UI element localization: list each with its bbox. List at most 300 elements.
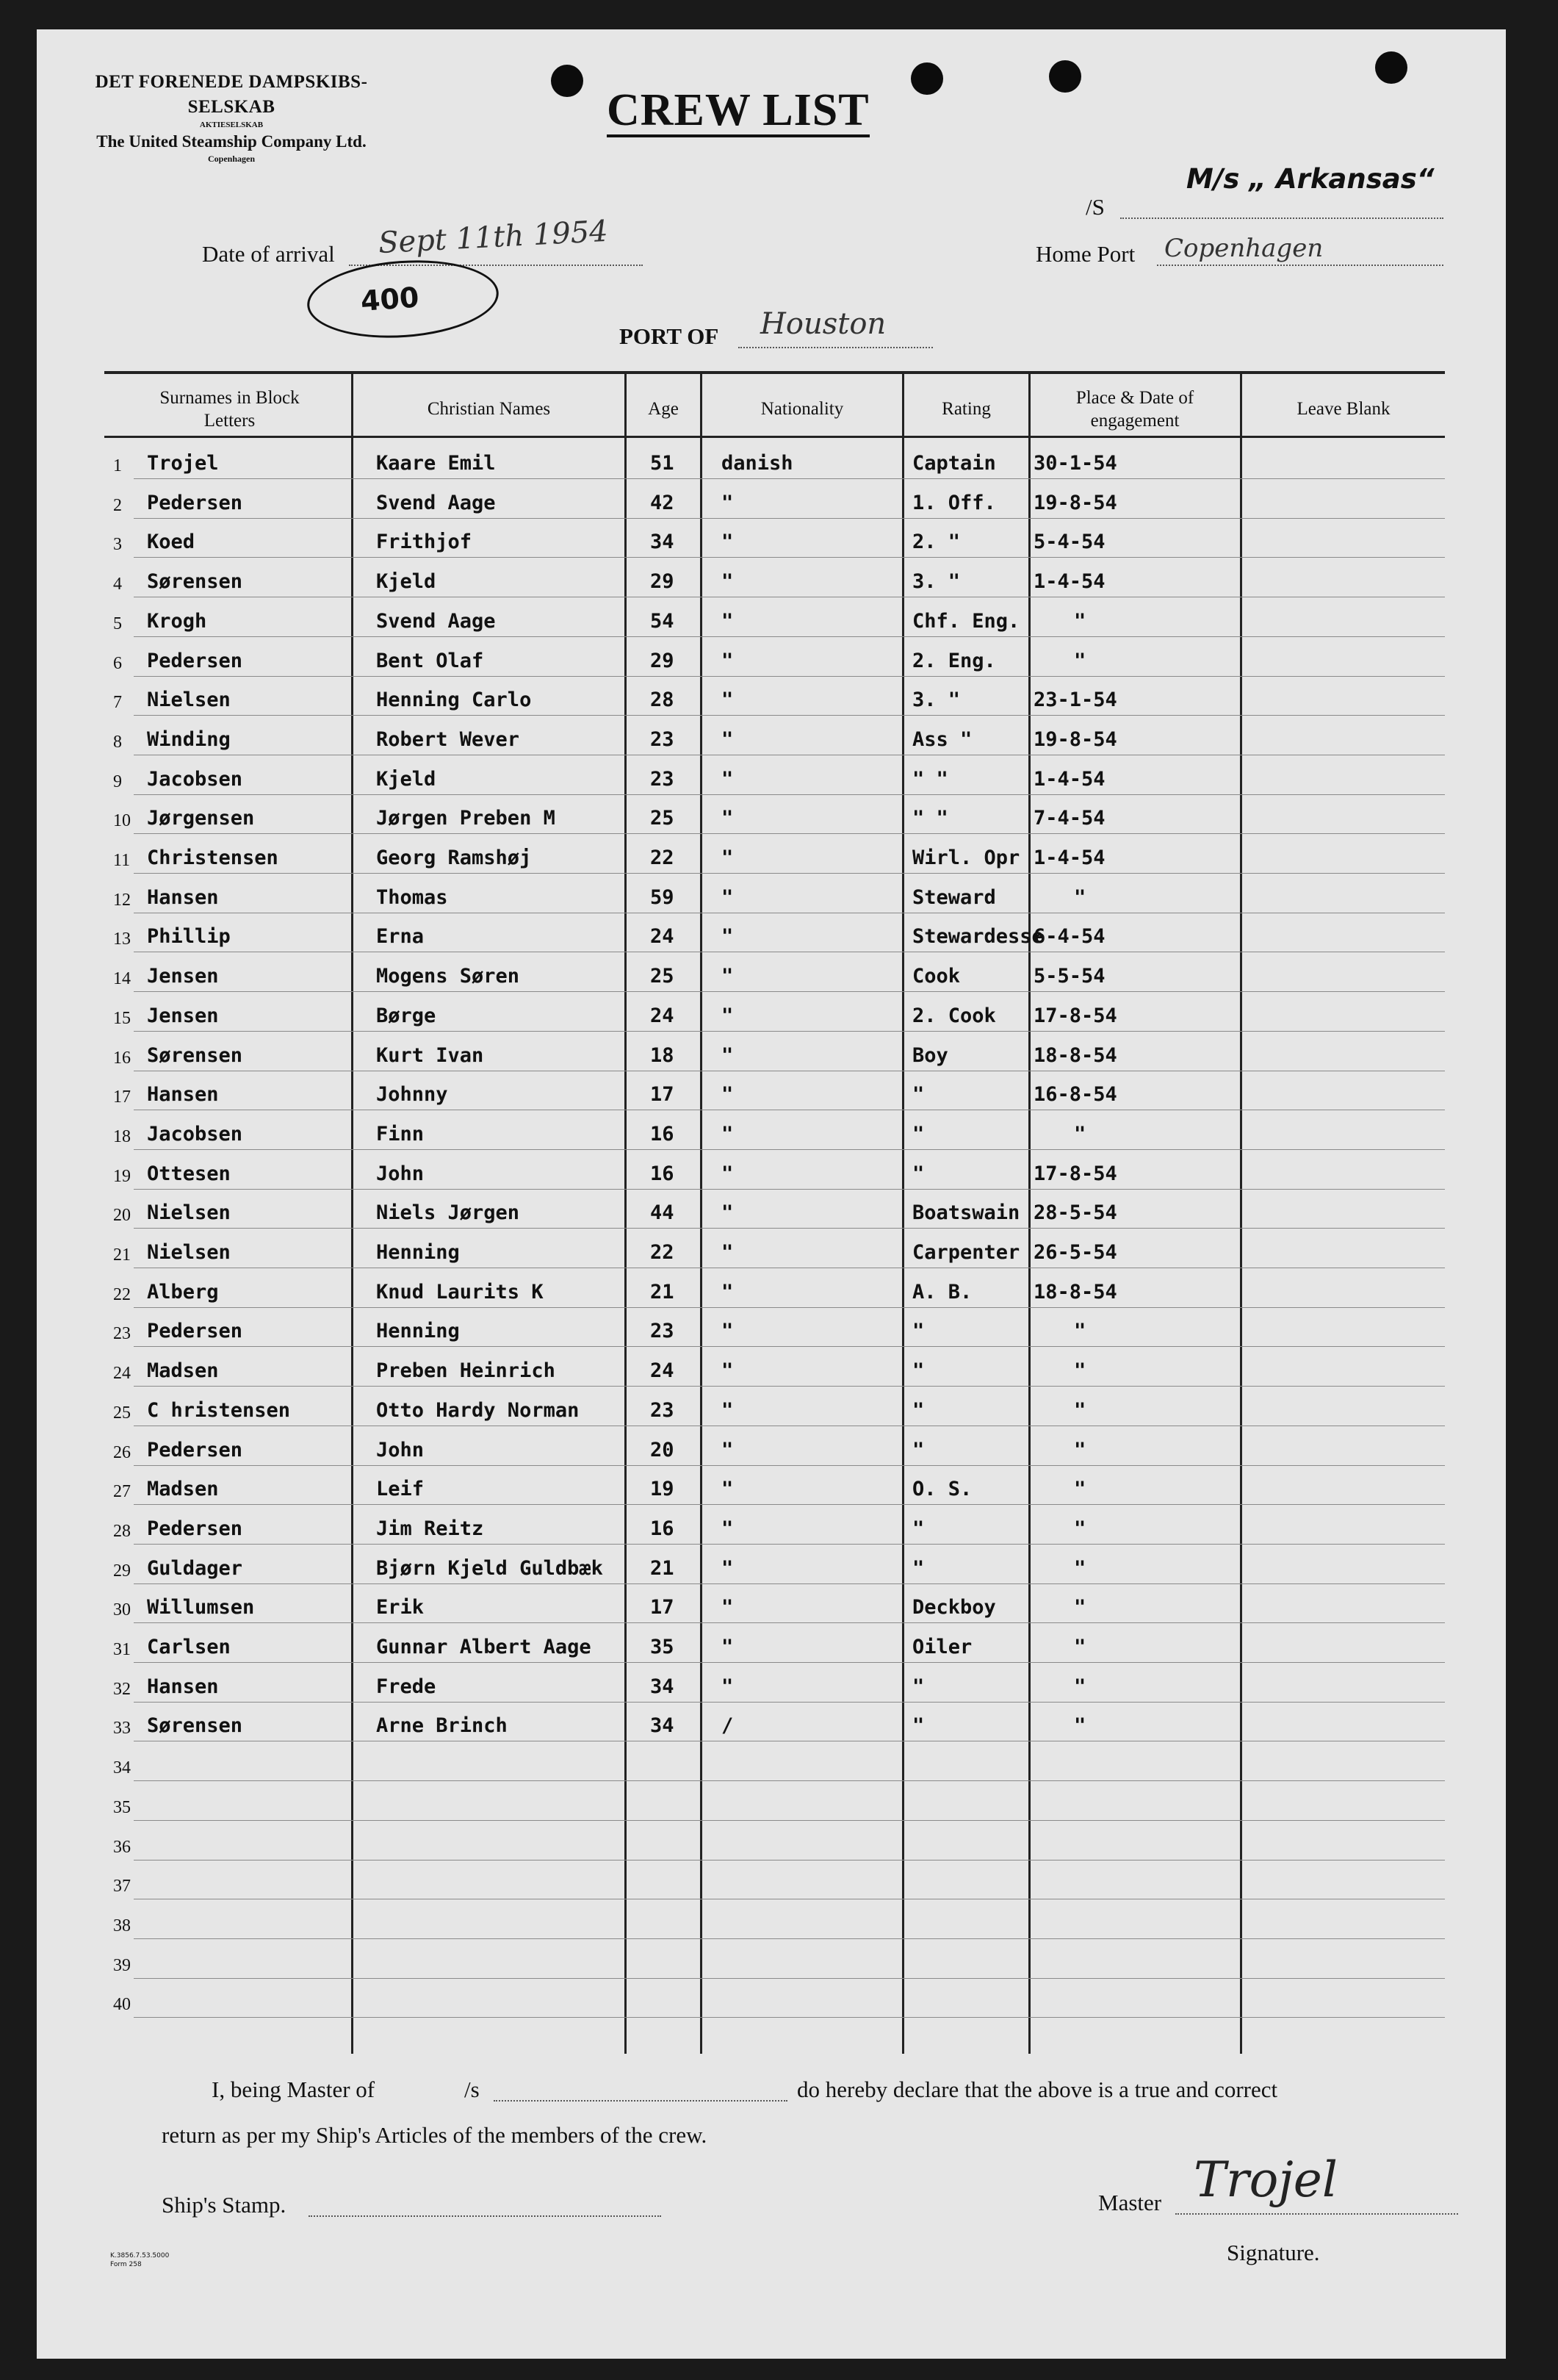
surname-cell: Nielsen <box>147 1241 231 1264</box>
age-cell: 23 <box>650 767 674 791</box>
table-row <box>104 834 1445 874</box>
engagement-cell: " <box>1074 1122 1086 1146</box>
table-row <box>104 1307 1445 1347</box>
table-row <box>104 1465 1445 1505</box>
rating-cell: " <box>912 1517 925 1540</box>
table-row <box>104 1623 1445 1663</box>
nationality-cell: " <box>721 649 734 672</box>
rating-cell: Cook <box>912 965 961 988</box>
table-row <box>104 913 1445 952</box>
engagement-cell: " <box>1074 1675 1086 1698</box>
surname-cell: Jacobsen <box>147 1122 243 1146</box>
nationality-cell: " <box>721 965 734 988</box>
declaration-part1: I, being Master of <box>212 2077 375 2102</box>
nationality-cell: " <box>721 1438 734 1462</box>
nationality-cell: " <box>721 885 734 909</box>
table-row <box>104 1939 1445 1979</box>
row-number: 27 <box>113 1482 131 1502</box>
christian-names-cell: Mogens Søren <box>376 965 520 988</box>
christian-names-cell: Kjeld <box>376 570 436 594</box>
form-code-line1: K.3856.7.53.5000 <box>110 2252 170 2259</box>
age-cell: 51 <box>650 452 674 475</box>
christian-names-cell: Finn <box>376 1122 425 1146</box>
table-row <box>104 1229 1445 1268</box>
nationality-cell: / <box>721 1714 734 1738</box>
nationality-cell: " <box>721 491 734 514</box>
table-row <box>104 518 1445 558</box>
surname-cell: Pedersen <box>147 1320 243 1343</box>
rating-cell: " <box>912 1438 925 1462</box>
rating-cell: " <box>912 1675 925 1698</box>
engagement-cell: 17-8-54 <box>1034 1162 1117 1185</box>
rating-cell: 3. " <box>912 570 961 594</box>
rating-cell: Ass " <box>912 727 973 751</box>
row-number: 31 <box>113 1640 131 1659</box>
ship-prefix: /S <box>1086 194 1105 220</box>
row-number: 11 <box>113 851 131 870</box>
age-cell: 35 <box>650 1636 674 1658</box>
nationality-cell: " <box>721 727 734 751</box>
nationality-cell: " <box>721 1556 734 1580</box>
christian-names-cell: Jørgen Preben M <box>376 807 555 830</box>
age-cell: 54 <box>650 609 674 633</box>
engagement-cell: " <box>1074 1596 1086 1619</box>
nationality-cell: " <box>721 1004 734 1027</box>
christian-names-cell: Preben Heinrich <box>376 1359 555 1383</box>
age-cell: 16 <box>650 1162 674 1185</box>
rating-cell: Captain <box>912 452 996 475</box>
rating-cell: " <box>912 1320 925 1343</box>
age-cell: 21 <box>650 1556 674 1580</box>
christian-names-cell: John <box>376 1162 425 1185</box>
christian-names-cell: Børge <box>376 1004 436 1027</box>
rating-cell: 2. Eng. <box>912 649 996 672</box>
christian-names-cell: Erik <box>376 1596 425 1619</box>
nationality-cell: " <box>721 1043 734 1067</box>
surname-cell: Sørensen <box>147 570 243 594</box>
rating-cell: " <box>912 1556 925 1580</box>
arrival-date: Sept 11th 1954 <box>378 214 609 261</box>
table-row <box>104 1387 1445 1426</box>
nationality-cell: " <box>721 1122 734 1146</box>
table-row <box>104 1545 1445 1584</box>
row-number: 10 <box>113 811 131 831</box>
surname-cell: C hristensen <box>147 1398 291 1422</box>
rating-cell: Oiler <box>912 1636 973 1658</box>
nationality-cell: " <box>721 1280 734 1304</box>
row-number: 33 <box>113 1719 131 1739</box>
engagement-cell: 6-4-54 <box>1034 925 1106 949</box>
surname-cell: Sørensen <box>147 1043 243 1067</box>
rating-cell: " <box>912 1122 925 1146</box>
surname-cell: Jensen <box>147 965 219 988</box>
row-number: 8 <box>113 732 122 752</box>
engagement-cell: " <box>1074 1714 1086 1738</box>
table-row <box>104 794 1445 834</box>
surname-cell: Jensen <box>147 1004 219 1027</box>
engagement-cell: 18-8-54 <box>1034 1280 1117 1304</box>
row-number: 1 <box>113 456 122 475</box>
col-header-rating: Rating <box>942 399 991 420</box>
christian-names-cell: Jim Reitz <box>376 1517 484 1540</box>
christian-names-cell: Henning <box>376 1320 460 1343</box>
age-cell: 17 <box>650 1596 674 1619</box>
nationality-cell: " <box>721 767 734 791</box>
row-number: 36 <box>113 1837 131 1857</box>
nationality-cell: " <box>721 1162 734 1185</box>
home-port-dotline <box>1157 265 1443 266</box>
christian-names-cell: Kaare Emil <box>376 452 496 475</box>
row-number: 15 <box>113 1008 131 1028</box>
age-cell: 23 <box>650 727 674 751</box>
surname-cell: Hansen <box>147 885 219 909</box>
age-cell: 44 <box>650 1201 674 1225</box>
table-row <box>104 1860 1445 1899</box>
row-number: 29 <box>113 1561 131 1581</box>
engagement-cell: " <box>1074 1320 1086 1343</box>
surname-cell: Sørensen <box>147 1714 243 1738</box>
surname-cell: Pedersen <box>147 1438 243 1462</box>
punch-hole <box>1049 60 1081 93</box>
nationality-cell: " <box>721 1241 734 1264</box>
row-number: 13 <box>113 930 131 949</box>
stamp-number: 400 <box>359 281 420 317</box>
row-number: 23 <box>113 1324 131 1344</box>
row-number: 9 <box>113 772 122 791</box>
age-cell: 22 <box>650 846 674 869</box>
nationality-cell: danish <box>721 452 793 475</box>
table-row <box>104 1741 1445 1781</box>
table-top-rule <box>104 371 1445 374</box>
table-row <box>104 1505 1445 1545</box>
nationality-cell: " <box>721 689 734 712</box>
rating-cell: 2. " <box>912 531 961 554</box>
row-number: 35 <box>113 1797 131 1817</box>
christian-names-cell: Henning <box>376 1241 460 1264</box>
row-number: 6 <box>113 653 122 673</box>
ships-stamp-dotline <box>309 2215 661 2217</box>
nationality-cell: " <box>721 1359 734 1383</box>
age-cell: 19 <box>650 1478 674 1501</box>
table-row <box>104 1347 1445 1387</box>
engagement-cell: 30-1-54 <box>1034 452 1117 475</box>
surname-cell: Hansen <box>147 1675 219 1698</box>
rating-cell: O. S. <box>912 1478 973 1501</box>
row-number: 32 <box>113 1679 131 1699</box>
row-number: 12 <box>113 890 131 910</box>
engagement-cell: " <box>1074 1398 1086 1422</box>
table-row <box>104 1978 1445 2018</box>
engagement-cell: " <box>1074 1438 1086 1462</box>
rating-cell: Boy <box>912 1043 948 1067</box>
row-number: 20 <box>113 1206 131 1226</box>
port-of-dotline <box>738 347 933 348</box>
table-header-rule <box>104 436 1445 438</box>
table-row <box>104 676 1445 716</box>
form-code-line2: Form 258 <box>110 2260 142 2268</box>
rating-cell: " <box>912 1359 925 1383</box>
row-number: 24 <box>113 1364 131 1384</box>
engagement-cell: 23-1-54 <box>1034 689 1117 712</box>
row-number: 7 <box>113 693 122 713</box>
rating-cell: A. B. <box>912 1280 973 1304</box>
age-cell: 20 <box>650 1438 674 1462</box>
col-header-surname: Surnames in Block Letters <box>159 387 300 431</box>
row-number: 18 <box>113 1126 131 1146</box>
surname-cell: Nielsen <box>147 689 231 712</box>
age-cell: 22 <box>650 1241 674 1264</box>
engagement-cell: 5-5-54 <box>1034 965 1106 988</box>
rating-cell: " <box>912 1398 925 1422</box>
christian-names-cell: Thomas <box>376 885 448 909</box>
table-row <box>104 992 1445 1032</box>
table-row <box>104 1150 1445 1190</box>
christian-names-cell: Henning Carlo <box>376 689 532 712</box>
age-cell: 24 <box>650 1359 674 1383</box>
engagement-cell: 19-8-54 <box>1034 727 1117 751</box>
surname-cell: Winding <box>147 727 231 751</box>
declaration-dotline <box>494 2100 787 2102</box>
engagement-cell: 16-8-54 <box>1034 1083 1117 1107</box>
surname-cell: Hansen <box>147 1083 219 1107</box>
engagement-cell: 17-8-54 <box>1034 1004 1117 1027</box>
christian-names-cell: Knud Laurits K <box>376 1280 544 1304</box>
company-english: The United Steamship Company Ltd. <box>96 132 367 151</box>
ships-stamp-label: Ship's Stamp. <box>162 2192 286 2218</box>
age-cell: 34 <box>650 1675 674 1698</box>
master-signature: Trojel <box>1194 2151 1338 2208</box>
nationality-cell: " <box>721 531 734 554</box>
company-name: DET FORENEDE DAMPSKIBS-SELSKAB <box>95 72 368 117</box>
age-cell: 42 <box>650 491 674 514</box>
table-row <box>104 755 1445 795</box>
surname-cell: Trojel <box>147 452 219 475</box>
christian-names-cell: Erna <box>376 925 425 949</box>
port-of-label: PORT OF <box>619 323 719 349</box>
surname-cell: Pedersen <box>147 649 243 672</box>
table-row <box>104 1426 1445 1466</box>
nationality-cell: " <box>721 609 734 633</box>
row-number: 2 <box>113 495 122 515</box>
rating-cell: 2. Cook <box>912 1004 996 1027</box>
age-cell: 25 <box>650 965 674 988</box>
rating-cell: Chf. Eng. <box>912 609 1020 633</box>
row-number: 16 <box>113 1048 131 1068</box>
row-number: 4 <box>113 575 122 594</box>
row-number: 39 <box>113 1955 131 1975</box>
age-cell: 18 <box>650 1043 674 1067</box>
engagement-cell: 1-4-54 <box>1034 570 1106 594</box>
nationality-cell: " <box>721 1596 734 1619</box>
table-row <box>104 479 1445 519</box>
rating-cell: Deckboy <box>912 1596 996 1619</box>
rating-cell: 3. " <box>912 689 961 712</box>
rating-cell: Wirl. Opr <box>912 846 1020 869</box>
nationality-cell: " <box>721 1478 734 1501</box>
row-number: 22 <box>113 1284 131 1304</box>
row-number: 19 <box>113 1166 131 1186</box>
christian-names-cell: Leif <box>376 1478 425 1501</box>
nationality-cell: " <box>721 1636 734 1658</box>
engagement-cell: 19-8-54 <box>1034 491 1117 514</box>
surname-cell: Willumsen <box>147 1596 255 1619</box>
arrival-label: Date of arrival <box>202 241 335 267</box>
christian-names-cell: Arne Brinch <box>376 1714 508 1738</box>
port-of-value: Houston <box>760 307 887 341</box>
surname-cell: Alberg <box>147 1280 219 1304</box>
engagement-cell: 7-4-54 <box>1034 807 1106 830</box>
surname-cell: Phillip <box>147 925 231 949</box>
table-row <box>104 1071 1445 1110</box>
age-cell: 16 <box>650 1517 674 1540</box>
row-number: 26 <box>113 1442 131 1462</box>
col-header-engagement: Place & Date of engagement <box>1075 387 1194 431</box>
engagement-cell: " <box>1074 609 1086 633</box>
engagement-cell: 1-4-54 <box>1034 767 1106 791</box>
row-number: 17 <box>113 1087 131 1107</box>
engagement-cell: " <box>1074 1478 1086 1501</box>
table-row <box>104 1189 1445 1229</box>
row-number: 21 <box>113 1245 131 1265</box>
table-row <box>104 1032 1445 1071</box>
nationality-cell: " <box>721 807 734 830</box>
engagement-cell: 28-5-54 <box>1034 1201 1117 1225</box>
table-row <box>104 1663 1445 1703</box>
engagement-cell: " <box>1074 649 1086 672</box>
row-number: 28 <box>113 1521 131 1541</box>
table-row <box>104 1821 1445 1861</box>
table-row <box>104 1899 1445 1939</box>
surname-cell: Guldager <box>147 1556 243 1580</box>
age-cell: 24 <box>650 1004 674 1027</box>
row-number: 40 <box>113 1995 131 2015</box>
col-header-leave-blank: Leave Blank <box>1296 399 1391 420</box>
company-sub: AKTIESELSKAB <box>199 120 264 129</box>
row-number: 25 <box>113 1403 131 1423</box>
row-number: 34 <box>113 1758 131 1778</box>
christian-names-cell: Svend Aage <box>376 609 496 633</box>
table-row <box>104 874 1445 913</box>
surname-cell: Christensen <box>147 846 278 869</box>
rating-cell: " <box>912 1083 925 1107</box>
nationality-cell: " <box>721 570 734 594</box>
nationality-cell: " <box>721 1398 734 1422</box>
nationality-cell: " <box>721 1517 734 1540</box>
punch-hole <box>911 62 943 95</box>
surname-cell: Pedersen <box>147 491 243 514</box>
rating-cell: Stewardesse <box>912 925 1044 949</box>
table-row <box>104 1110 1445 1150</box>
rating-cell: Boatswain <box>912 1201 1020 1225</box>
row-number: 3 <box>113 535 122 555</box>
nationality-cell: " <box>721 1083 734 1107</box>
punch-hole <box>551 65 583 97</box>
engagement-cell: " <box>1074 1517 1086 1540</box>
table-row <box>104 1268 1445 1308</box>
table-row <box>104 637 1445 677</box>
christian-names-cell: Gunnar Albert Aage <box>376 1636 591 1658</box>
rating-cell: " <box>912 1162 925 1185</box>
home-port-label: Home Port <box>1036 241 1136 267</box>
christian-names-cell: Svend Aage <box>376 491 496 514</box>
christian-names-cell: Bent Olaf <box>376 649 484 672</box>
age-cell: 29 <box>650 649 674 672</box>
age-cell: 21 <box>650 1280 674 1304</box>
signature-label: Signature. <box>1227 2240 1320 2265</box>
ship-name: M/s „ Arkansas“ <box>1186 163 1435 195</box>
row-number: 5 <box>113 614 122 633</box>
table-row <box>104 597 1445 637</box>
table-row <box>104 558 1445 597</box>
engagement-cell: 26-5-54 <box>1034 1241 1117 1264</box>
age-cell: 23 <box>650 1398 674 1422</box>
surname-cell: Ottesen <box>147 1162 231 1185</box>
christian-names-cell: Otto Hardy Norman <box>376 1398 580 1422</box>
age-cell: 25 <box>650 807 674 830</box>
table-row <box>104 716 1445 755</box>
declaration-line2: return as per my Ship's Articles of the members of the crew. <box>162 2122 707 2148</box>
company-city: Copenhagen <box>207 154 255 165</box>
age-cell: 59 <box>650 885 674 909</box>
christian-names-cell: John <box>376 1438 425 1462</box>
engagement-cell: 18-8-54 <box>1034 1043 1117 1067</box>
christian-names-cell: Kurt Ivan <box>376 1043 484 1067</box>
row-number: 30 <box>113 1600 131 1620</box>
col-header-age: Age <box>648 399 679 420</box>
ship-dotline <box>1120 217 1443 219</box>
engagement-cell: " <box>1074 1359 1086 1383</box>
row-rule <box>134 2017 1445 2018</box>
christian-names-cell: Frede <box>376 1675 436 1698</box>
age-cell: 23 <box>650 1320 674 1343</box>
nationality-cell: " <box>721 1675 734 1698</box>
age-cell: 16 <box>650 1122 674 1146</box>
surname-cell: Koed <box>147 531 195 554</box>
age-cell: 34 <box>650 1714 674 1738</box>
christian-names-cell: Robert Wever <box>376 727 520 751</box>
surname-cell: Jacobsen <box>147 767 243 791</box>
home-port-value: Copenhagen <box>1164 234 1324 263</box>
age-cell: 24 <box>650 925 674 949</box>
punch-hole <box>1375 51 1407 84</box>
company-header <box>66 70 397 165</box>
age-cell: 17 <box>650 1083 674 1107</box>
surname-cell: Krogh <box>147 609 207 633</box>
christian-names-cell: Kjeld <box>376 767 436 791</box>
christian-names-cell: Niels Jørgen <box>376 1201 520 1225</box>
table-row <box>104 1583 1445 1623</box>
christian-names-cell: Frithjof <box>376 531 472 554</box>
nationality-cell: " <box>721 1320 734 1343</box>
rating-cell: Steward <box>912 885 996 909</box>
row-number: 38 <box>113 1916 131 1935</box>
master-label: Master <box>1098 2190 1162 2215</box>
engagement-cell: " <box>1074 1556 1086 1580</box>
rating-cell: 1. Off. <box>912 491 996 514</box>
master-dotline <box>1175 2213 1458 2215</box>
engagement-cell: " <box>1074 1636 1086 1658</box>
row-number: 37 <box>113 1877 131 1897</box>
col-header-nationality: Nationality <box>760 399 844 420</box>
age-cell: 34 <box>650 531 674 554</box>
engagement-cell: " <box>1074 885 1086 909</box>
surname-cell: Madsen <box>147 1478 219 1501</box>
rating-cell: " " <box>912 767 948 791</box>
nationality-cell: " <box>721 846 734 869</box>
nationality-cell: " <box>721 1201 734 1225</box>
age-cell: 29 <box>650 570 674 594</box>
table-row <box>104 952 1445 992</box>
